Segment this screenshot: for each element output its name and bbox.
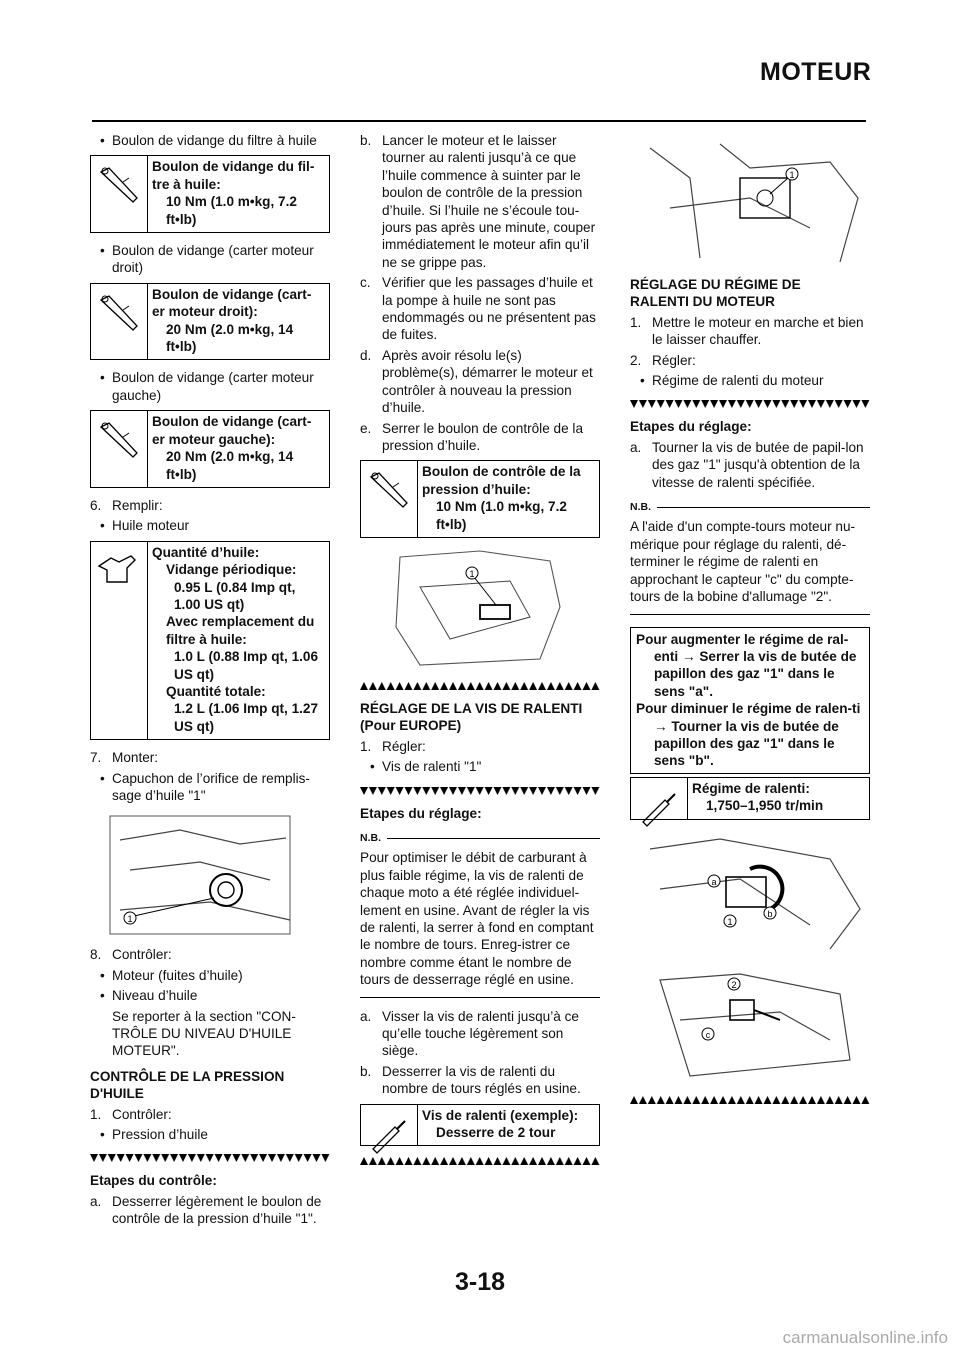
callout-1: 1 xyxy=(127,914,133,925)
spec-label: Quantité d’huile: xyxy=(152,544,260,560)
section-heading-idle-screw: RÉGLAGE DE LA VIS DE RALENTI xyxy=(360,700,583,716)
spec-value: 20 Nm (2.0 m•kg, 14 xyxy=(166,321,294,337)
note-block xyxy=(630,499,870,614)
spec-box-left-drain xyxy=(90,410,330,488)
spec-box-oil-quantity xyxy=(90,541,330,740)
steps-end-divider xyxy=(630,1094,870,1106)
column-3 xyxy=(630,132,870,1114)
spec-value: Desserre de 2 tour xyxy=(436,1125,556,1141)
spec-value: 10 Nm (1.0 m•kg, 7.2 xyxy=(436,499,567,515)
steps-end-divider xyxy=(360,680,600,692)
bullet-oil-pressure: • Pression d’huile xyxy=(90,1126,330,1143)
step-7: 7. Monter: xyxy=(90,750,159,766)
spec-label: Vidange périodique: xyxy=(166,562,297,578)
bullet-idle-speed: • Régime de ralenti du moteur xyxy=(630,372,870,389)
spec-label: Quantité totale: xyxy=(166,683,266,699)
spec-value: ft•lb) xyxy=(166,466,197,482)
section-heading-oil-pressure: CONTRÔLE DE LA PRESSION D'HUILE xyxy=(90,1068,285,1102)
spec-value: 1.2 L (1.06 Imp qt, 1.27 xyxy=(174,701,319,717)
step-a: a. Tourner la vis de butée de papil-lon des gaz "1" jusqu'à obtention de la vitesse de ralenti spécifiée. xyxy=(630,439,864,490)
callout-1: 1 xyxy=(727,916,733,927)
spec-box-right-drain xyxy=(90,283,330,361)
figure-oil-pressure-bolt xyxy=(360,547,600,671)
spec-label: Boulon de vidange (cart- xyxy=(152,286,312,302)
spec-value: 1,750–1,950 tr/min xyxy=(706,798,824,814)
torque-wrench-icon xyxy=(91,411,148,487)
step-b: b. Lancer le moteur et le laisser tourner au ralenti jusqu’à ce que l’huile commence à suinter par le boulon de contrôle de la pression d’huile. Si l’huile ne s’écoule tou-jours pas après une minute, couper immédiatement le moteur afin qu’il ne se grippe pas. xyxy=(360,133,596,270)
callout-2: 2 xyxy=(731,979,737,990)
spec-value: 1.00 US qt) xyxy=(174,596,245,612)
spec-value: ft•lb) xyxy=(166,211,197,227)
spec-value: ft•lb) xyxy=(166,339,197,355)
spec-label: Avec remplacement du xyxy=(166,614,315,630)
steps-start-divider xyxy=(630,398,870,410)
torque-wrench-icon xyxy=(361,461,418,537)
spec-value: 10 Nm (1.0 m•kg, 7.2 xyxy=(166,194,297,210)
spec-label: Boulon de contrôle de la xyxy=(422,464,581,480)
spec-label: er moteur droit): xyxy=(152,304,258,320)
spec-value: 1.0 L (0.88 Imp qt, 1.06 xyxy=(174,649,319,665)
oil-can-icon xyxy=(91,542,148,739)
spec-label: pression d’huile: xyxy=(422,481,531,497)
step-b: b. Desserrer la vis de ralenti du nombre de tours réglés en usine. xyxy=(360,1063,581,1097)
callout-1: 1 xyxy=(469,568,475,579)
header-rule xyxy=(92,120,866,122)
column-2 xyxy=(360,132,600,1175)
step-a: a. Desserrer légèrement le boulon de contrôle de la pression d’huile "1". xyxy=(90,1193,322,1227)
spec-box-idle-speed xyxy=(630,777,870,820)
step-6: 6. Remplir: xyxy=(90,497,163,513)
reference-text: Se reporter à la section "CON-TRÔLE DU NIVEAU D'HUILE MOTEUR". xyxy=(112,1008,296,1059)
steps-start-divider xyxy=(360,785,600,797)
section-heading-idle-speed-2: RALENTI DU MOTEUR xyxy=(630,294,775,310)
spec-label: Régime de ralenti: xyxy=(692,780,810,796)
screwdriver-icon xyxy=(361,1105,418,1146)
adjustment-direction-box xyxy=(630,627,870,774)
screwdriver-icon xyxy=(631,778,688,819)
bullet-oil-level: • Niveau d’huile xyxy=(90,987,330,1004)
adjust-step-1: 1. Régler: xyxy=(360,738,426,754)
spec-box-oil-pressure-bolt xyxy=(360,460,600,538)
callout-a: a xyxy=(711,876,717,887)
check-step-1: 1. Contrôler: xyxy=(90,1106,172,1122)
increase-instruction: Pour augmenter le régime de ral-enti → Serrer la vis de butée de papillon des gaz "1" dans le sens "a". xyxy=(636,631,857,699)
bullet-left-crankcase-drain: • Boulon de vidange (carter moteur gauche) xyxy=(90,369,330,404)
adjust-step-1: 1. Mettre le moteur en marche et bien le laisser chauffer. xyxy=(630,314,864,348)
spec-value: 20 Nm (2.0 m•kg, 14 xyxy=(166,449,294,465)
note-label: N.B. xyxy=(360,830,600,847)
bullet-oil-filter-drain-bolt: • Boulon de vidange du filtre à huile xyxy=(90,132,330,149)
spec-value: 0.95 L (0.84 Imp qt, xyxy=(174,579,296,595)
steps-heading: Etapes du contrôle: xyxy=(90,1173,217,1189)
spec-box-idle-screw xyxy=(360,1104,600,1147)
bullet-idle-screw: • Vis de ralenti "1" xyxy=(360,758,600,775)
spec-label: filtre à huile: xyxy=(166,631,247,647)
bullet-right-crankcase-drain: • Boulon de vidange (carter moteur droit) xyxy=(90,242,330,277)
spec-label: Boulon de vidange (cart- xyxy=(152,414,312,430)
note-text: Pour optimiser le débit de carburant à plus faible régime, la vis de ralenti de chaque moto a été réglée individuel-lement en usine. Avant de régler la vis de ralenti, la serrer à fond en comptant le nombre de tours. Enreg-istrer ce nombre comme étant le nombre de tours de desserrage réglé en usine. xyxy=(360,850,594,988)
watermark: carmanualsonline.info xyxy=(782,1328,948,1347)
step-d: d. Après avoir résolu le(s) problème(s), démarrer le moteur et contrôler à nouveau la pression d’huile. xyxy=(360,347,593,416)
callout-b: b xyxy=(767,908,773,919)
steps-heading: Etapes du réglage: xyxy=(360,805,482,821)
spec-value: US qt) xyxy=(174,718,215,734)
page-title: MOTEUR xyxy=(760,58,872,86)
figure-oil-filler-cap xyxy=(90,810,330,940)
spec-box-filter-drain xyxy=(90,155,330,233)
step-e: e. Serrer le boulon de contrôle de la pression d’huile. xyxy=(360,420,584,453)
adjust-step-2: 2. Régler: xyxy=(630,352,696,368)
step-c: c. Vérifier que les passages d’huile et la pompe à huile ne sont pas endommagés ou ne présentent pas de fuites. xyxy=(360,275,596,343)
note-label: N.B. xyxy=(630,499,870,516)
step-8: 8. Contrôler: xyxy=(90,947,172,963)
spec-value: US qt) xyxy=(174,666,215,682)
note-text: A l'aide d'un compte-tours moteur nu-mérique pour réglage du ralenti, dé-terminer le régime de ralenti en approchant le capteur "c" du compte-tours de la bobine d'allumage "2". xyxy=(630,519,856,605)
bullet-engine-oil: • Huile moteur xyxy=(90,517,330,534)
section-heading-idle-speed: RÉGLAGE DU RÉGIME DE xyxy=(630,277,801,292)
section-subheading-europe: (Pour EUROPE) xyxy=(360,718,462,734)
callout-1: 1 xyxy=(789,170,795,180)
steps-end-divider xyxy=(360,1155,600,1167)
torque-wrench-icon xyxy=(91,284,148,360)
page-number: 3-18 xyxy=(454,1268,506,1296)
note-block xyxy=(360,830,600,998)
callout-c: c xyxy=(705,1029,711,1040)
spec-label: Vis de ralenti (exemple): xyxy=(422,1107,579,1123)
steps-start-divider xyxy=(90,1152,330,1164)
bullet-engine-leaks: • Moteur (fuites d’huile) xyxy=(90,967,330,984)
steps-heading: Etapes du réglage: xyxy=(630,419,752,435)
figure-throttle-stop-screw xyxy=(630,829,870,954)
column-1 xyxy=(90,132,330,1231)
bullet-filler-cap: • Capuchon de l’orifice de remplis-sage d’huile "1" xyxy=(90,770,330,805)
figure-tachometer-sensor xyxy=(630,960,870,1085)
spec-value: ft•lb) xyxy=(436,516,467,532)
spec-label: Boulon de vidange du fil- xyxy=(152,159,315,175)
torque-wrench-icon xyxy=(91,156,148,232)
spec-label: tre à huile: xyxy=(152,176,221,192)
spec-label: er moteur gauche): xyxy=(152,431,276,447)
decrease-instruction: Pour diminuer le régime de ralen-ti → Tourner la vis de butée de papillon des gaz "1" dans le sens "b". xyxy=(636,701,861,769)
figure-idle-screw xyxy=(630,138,870,268)
step-a: a. Visser la vis de ralenti jusqu’à ce qu’elle touche légèrement son siège. xyxy=(360,1008,579,1059)
